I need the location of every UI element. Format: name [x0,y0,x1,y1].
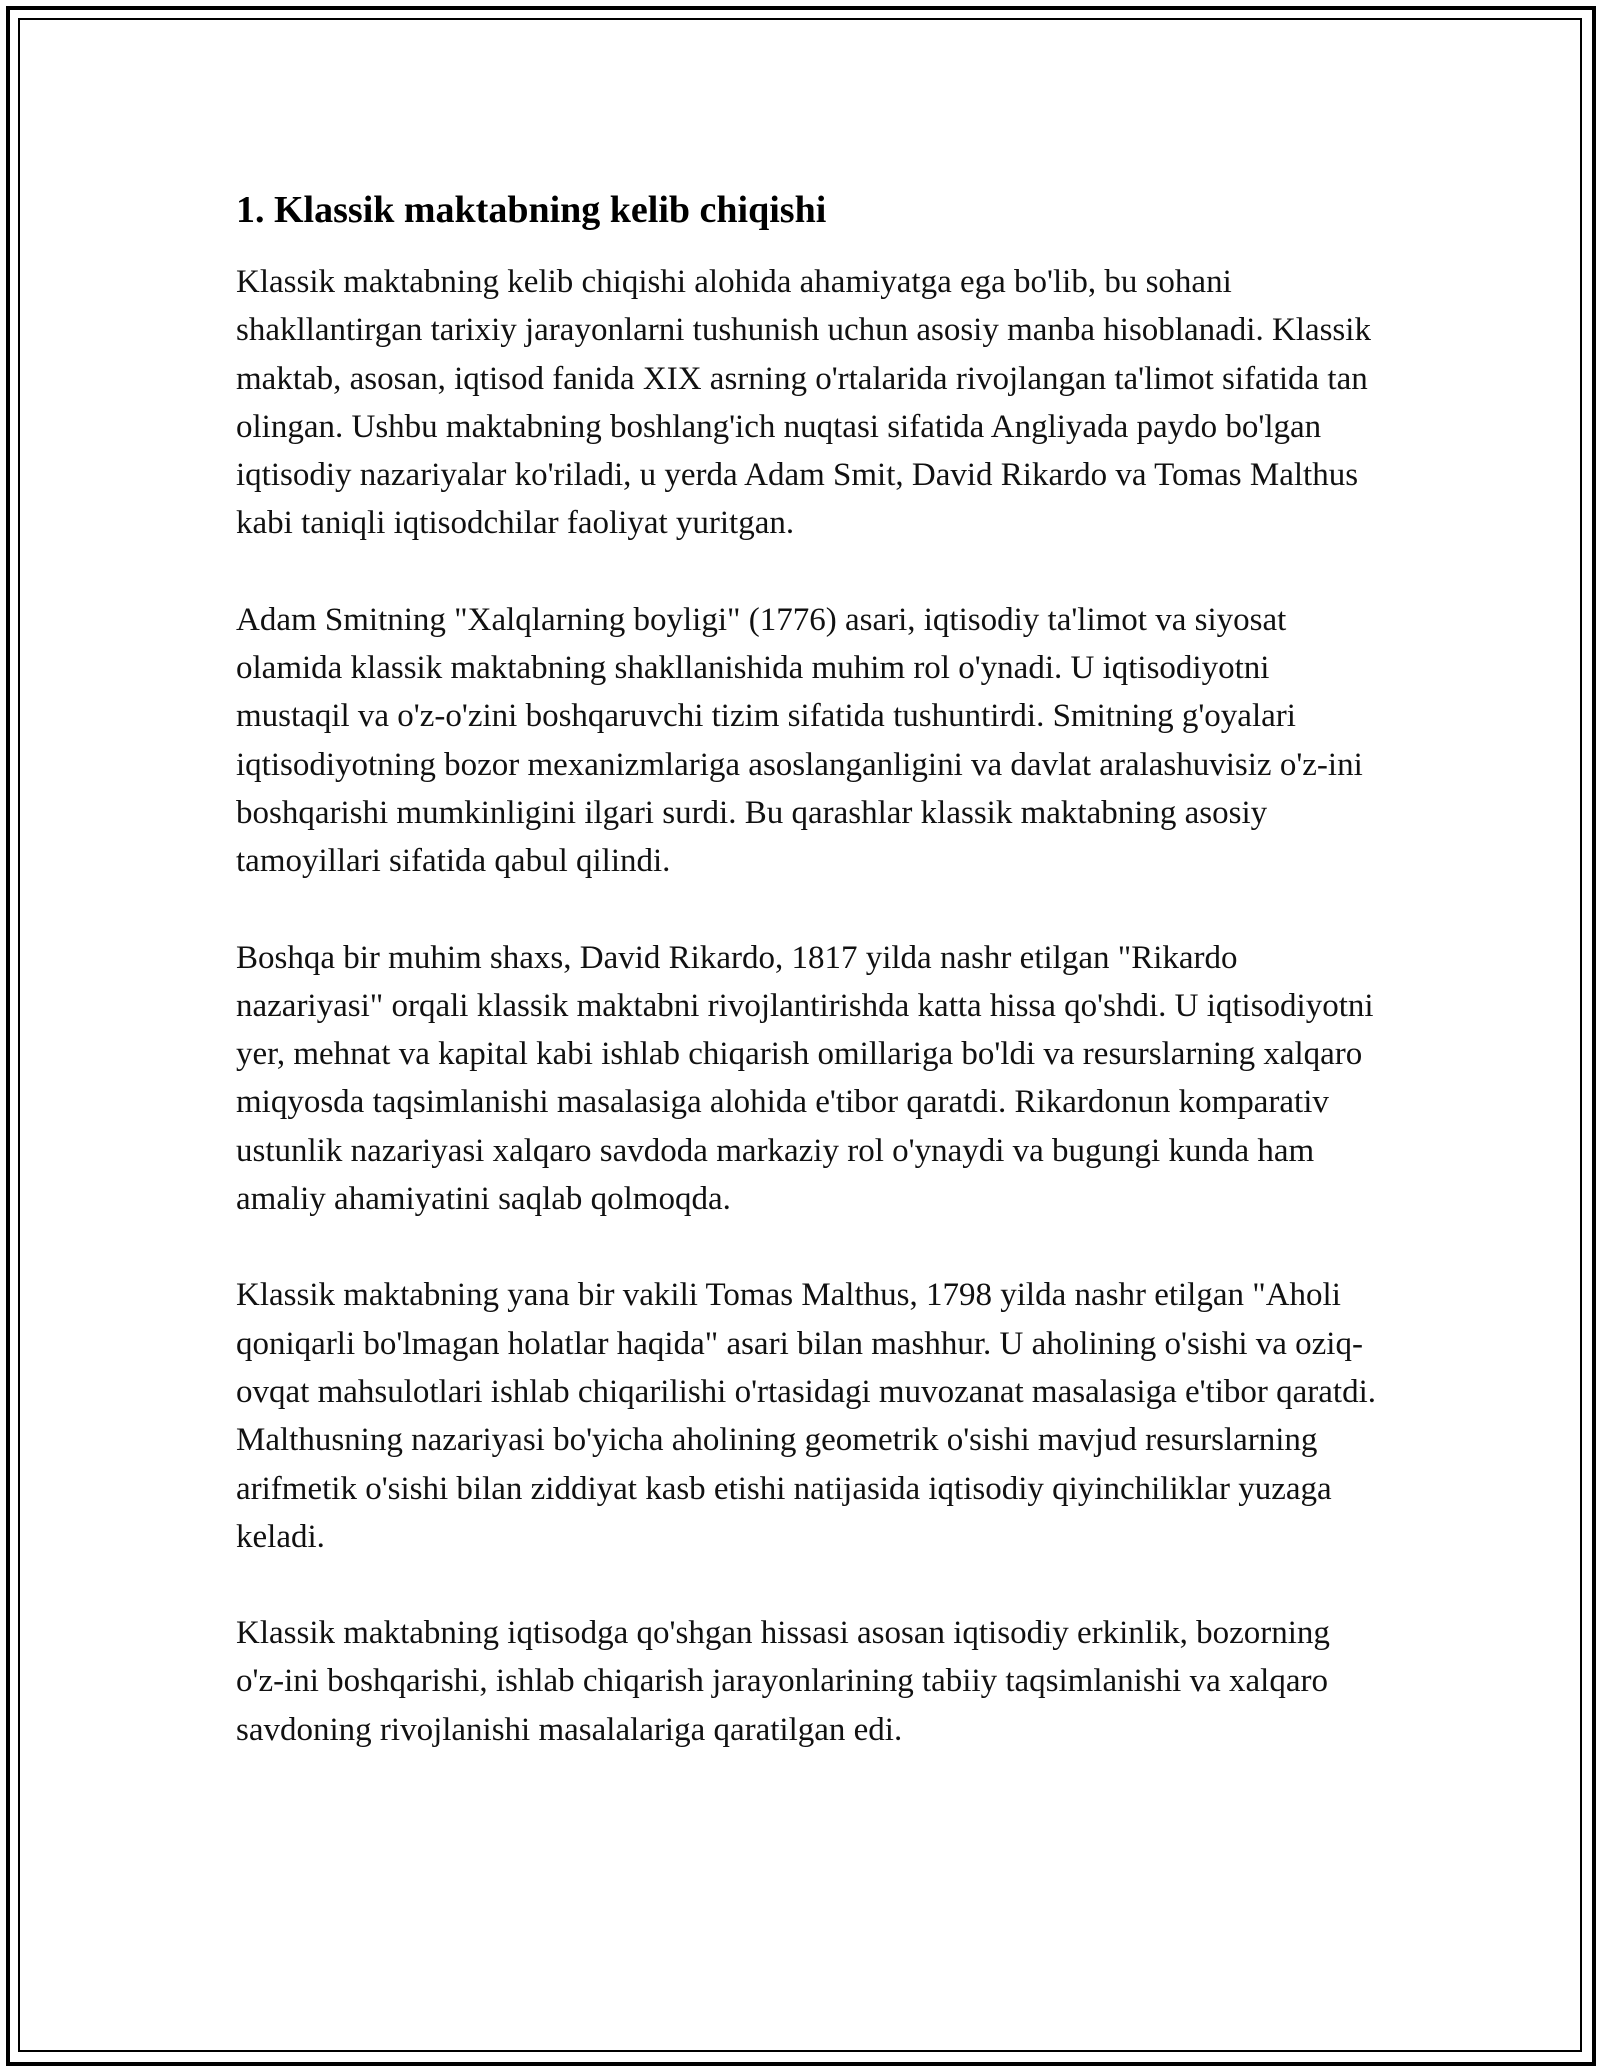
document-body [236,186,1386,1802]
paragraph-1: Klassik maktabning kelib chiqishi alohida ahamiyatga ega bo'lib, bu sohani shakllantirgan tarixiy jarayonlarni tushunish uchun asosiy manba hisoblanadi. Klassik maktab, asosan, iqtisod fanida XIX asrning o'rtalarida rivojlangan ta'limot sifatida tan olingan. Ushbu maktabning boshlang'ich nuqtasi sifatida Angliyada paydo bo'lgan iqtisodiy nazariyalar ko'riladi, u yerda Adam Smit, David Rikardo va Tomas Malthus kabi taniqli iqtisodchilar faoliyat yuritgan. [236,264,1371,542]
paragraph-2: Adam Smitning "Xalqlarning boyligi" (1776) asari, iqtisodiy ta'limot va siyosat olamida klassik maktabning shakllanishida muhim rol o'ynadi. U iqtisodiyotni mustaqil va o'z-o'zini boshqaruvchi tizim sifatida tushuntirdi. Smitning g'oyalari iqtisodiyotning bozor mexanizmlariga asoslanganligini va davlat aralashuvisiz o'z-ini boshqarishi mumkinligini ilgari surdi. Bu qarashlar klassik maktabning asosiy tamoyillari sifatida qabul qilindi. [236,601,1363,880]
section-title: 1. Klassik maktabning kelib chiqishi [236,189,827,231]
paragraph-3: Boshqa bir muhim shaxs, David Rikardo, 1817 yilda nashr etilgan "Rikardo nazariyasi" orqali klassik maktabni rivojlantirishda katta hissa qo'shdi. U iqtisodiyotni yer, mehnat va kapital kabi ishlab chiqarish omillariga bo'ldi va resurslarning xalqaro miqyosda taqsimlanishi masalasiga alohida e'tibor qaratdi. Rikardonun komparativ ustunlik nazariyasi xalqaro savdoda markaziy rol o'ynaydi va bugungi kunda ham amaliy ahamiyatini saqlab qolmoqda. [236,939,1374,1218]
paragraph-4: Klassik maktabning yana bir vakili Tomas Malthus, 1798 yilda nashr etilgan "Aholi qoniqarli bo'lmagan holatlar haqida" asari bilan mashhur. U aholining o'sishi va oziq-ovqat mahsulotlari ishlab chiqarilishi o'rtasidagi muvozanat masalasiga e'tibor qaratdi. Malthusning nazariyasi bo'yicha aholining geometrik o'sishi mavjud resurslarning arifmetik o'sishi bilan ziddiyat kasb etishi natijasida iqtisodiy qiyinchiliklar yuzaga keladi. [236,1277,1376,1555]
paragraph-5: Klassik maktabning iqtisodga qo'shgan hissasi asosan iqtisodiy erkinlik, bozorning o'z-ini boshqarishi, ishlab chiqarish jarayonlarining tabiiy taqsimlanishi va xalqaro savdoning rivojlanishi masalalariga qaratilgan edi. [236,1615,1330,1748]
